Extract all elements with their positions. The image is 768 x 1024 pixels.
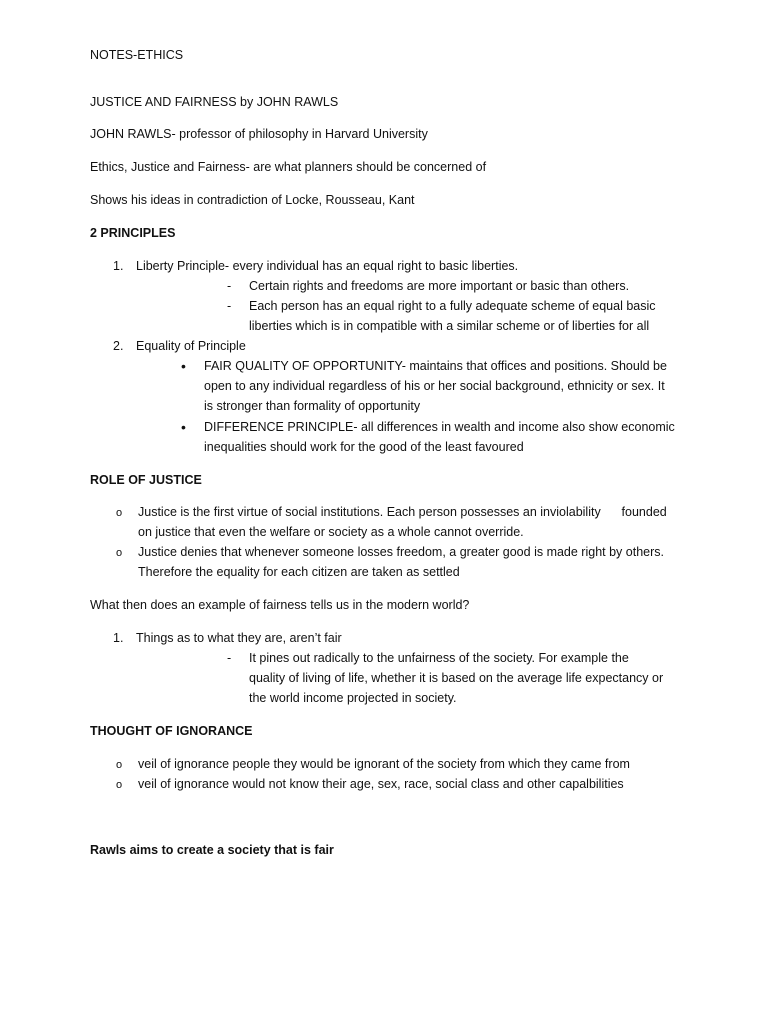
things-sub-line-1: It pines out radically to the unfairness of the society. For example the	[249, 651, 629, 665]
principle-2-bullet-2-line-1: DIFFERENCE PRINCIPLE- all differences in wealth and income also show economic	[204, 420, 675, 434]
conclusion: Rawls aims to create a society that is fair	[90, 843, 334, 857]
principle-1-sub-1: Certain rights and freedoms are more important or basic than others.	[249, 279, 630, 293]
veil-1: veil of ignorance people they would be ignorant of the society from which they came from	[138, 757, 630, 771]
principle-2-text: Equality of Principle	[136, 339, 246, 353]
shows-line: Shows his ideas in contradiction of Locke, Rousseau, Kant	[90, 193, 415, 207]
principle-2-bullet-1-line-1: FAIR QUALITY OF OPPORTUNITY- maintains that offices and positions. Should be	[204, 359, 667, 373]
thought-heading: THOUGHT OF IGNORANCE	[90, 724, 253, 738]
bullet-icon: •	[181, 358, 186, 374]
principle-1-sub-2-line-2: liberties which is in compatible with a similar scheme or of liberties for all	[249, 319, 650, 333]
role-2-line-1: Justice denies that whenever someone losses freedom, a greater good is made right by others.	[138, 545, 664, 559]
bullet-icon: •	[181, 419, 186, 435]
principles-heading: 2 PRINCIPLES	[90, 226, 176, 240]
role-2-line-2: Therefore the equality for each citizen are taken as settled	[138, 565, 460, 579]
rawls-line: JOHN RAWLS- professor of philosophy in Harvard University	[90, 127, 428, 141]
circle-bullet-icon: o	[116, 547, 123, 559]
role-1-line-1: Justice is the first virtue of social institutions. Each person possesses an inviolability founded	[138, 505, 667, 519]
principle-1-sub-2-line-1: Each person has an equal right to a fully adequate scheme of equal basic	[249, 299, 656, 313]
document-heading: JUSTICE AND FAIRNESS by JOHN RAWLS	[90, 95, 339, 109]
dash-marker: -	[227, 651, 232, 665]
circle-bullet-icon: o	[116, 759, 123, 771]
list-number: 2.	[113, 339, 124, 353]
things-text: Things as to what they are, aren’t fair	[136, 631, 342, 645]
principle-2-bullet-2-line-2: inequalities should work for the good of the least favoured	[204, 440, 524, 454]
circle-bullet-icon: o	[116, 507, 123, 519]
principle-2-bullet-1-line-2: open to any individual regardless of his or her social background, ethnicity or sex. It	[204, 379, 665, 393]
things-sub-line-3: the world income projected in society.	[249, 691, 457, 705]
notes-title: NOTES-ETHICS	[90, 48, 184, 62]
dash-marker: -	[227, 299, 232, 313]
fairness-question: What then does an example of fairness tells us in the modern world?	[90, 598, 470, 612]
list-number: 1.	[113, 631, 124, 645]
role-heading: ROLE OF JUSTICE	[90, 473, 202, 487]
dash-marker: -	[227, 279, 232, 293]
principle-1-text: Liberty Principle- every individual has an equal right to basic liberties.	[136, 259, 519, 273]
list-number: 1.	[113, 259, 124, 273]
circle-bullet-icon: o	[116, 779, 123, 791]
veil-2: veil of ignorance would not know their age, sex, race, social class and other capalbilities	[138, 777, 624, 791]
ethics-line: Ethics, Justice and Fairness- are what planners should be concerned of	[90, 160, 487, 174]
role-1-line-2: on justice that even the welfare or society as a whole cannot override.	[138, 525, 524, 539]
things-sub-line-2: quality of living of life, whether it is based on the average life expectancy or	[249, 671, 664, 685]
principle-2-bullet-1-line-3: is stronger than formality of opportunity	[204, 399, 421, 413]
